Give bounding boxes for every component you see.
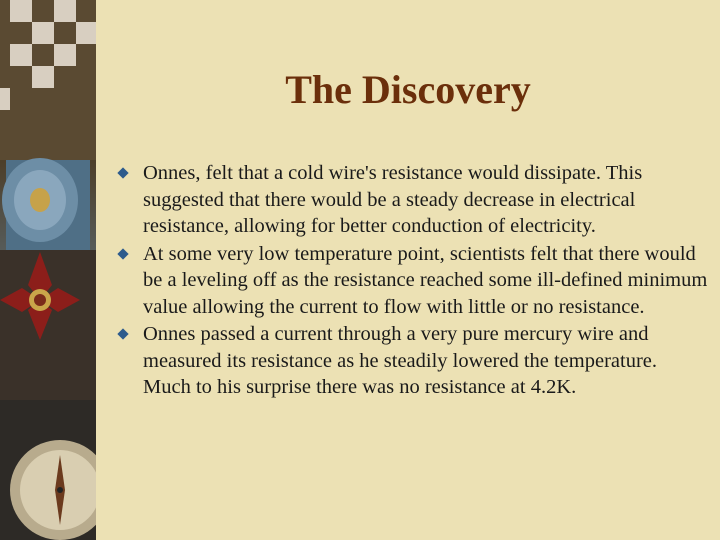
bullet-text: Onnes passed a current through a very pure mercury wire and measured its resistance as he steadily lowered the temperature. Much to his surprise there was no resistance at 4.2K. xyxy=(143,323,658,398)
diamond-bullet-icon xyxy=(117,248,128,259)
bullet-item xyxy=(118,241,708,321)
bullet-text: At some very low temperature point, scientists felt that there would be a leveling off as the resistance reached some ill-defined minimum value allowing the current to flow with little or no resistance. xyxy=(143,242,708,318)
bullet-text: Onnes, felt that a cold wire's resistance would dissipate. This suggested that there would be a steady decrease in electrical resistance, allowing for better conduction of electricity. xyxy=(143,162,643,237)
bullet-list xyxy=(118,160,708,402)
bullet-item xyxy=(118,160,708,240)
diamond-bullet-icon xyxy=(117,167,128,178)
diamond-bullet-icon xyxy=(117,328,128,339)
decorative-sidebar-image xyxy=(0,0,96,540)
bullet-item xyxy=(118,321,708,401)
slide-title: The Discovery xyxy=(285,67,531,112)
medal-compass-illustration xyxy=(0,0,96,540)
